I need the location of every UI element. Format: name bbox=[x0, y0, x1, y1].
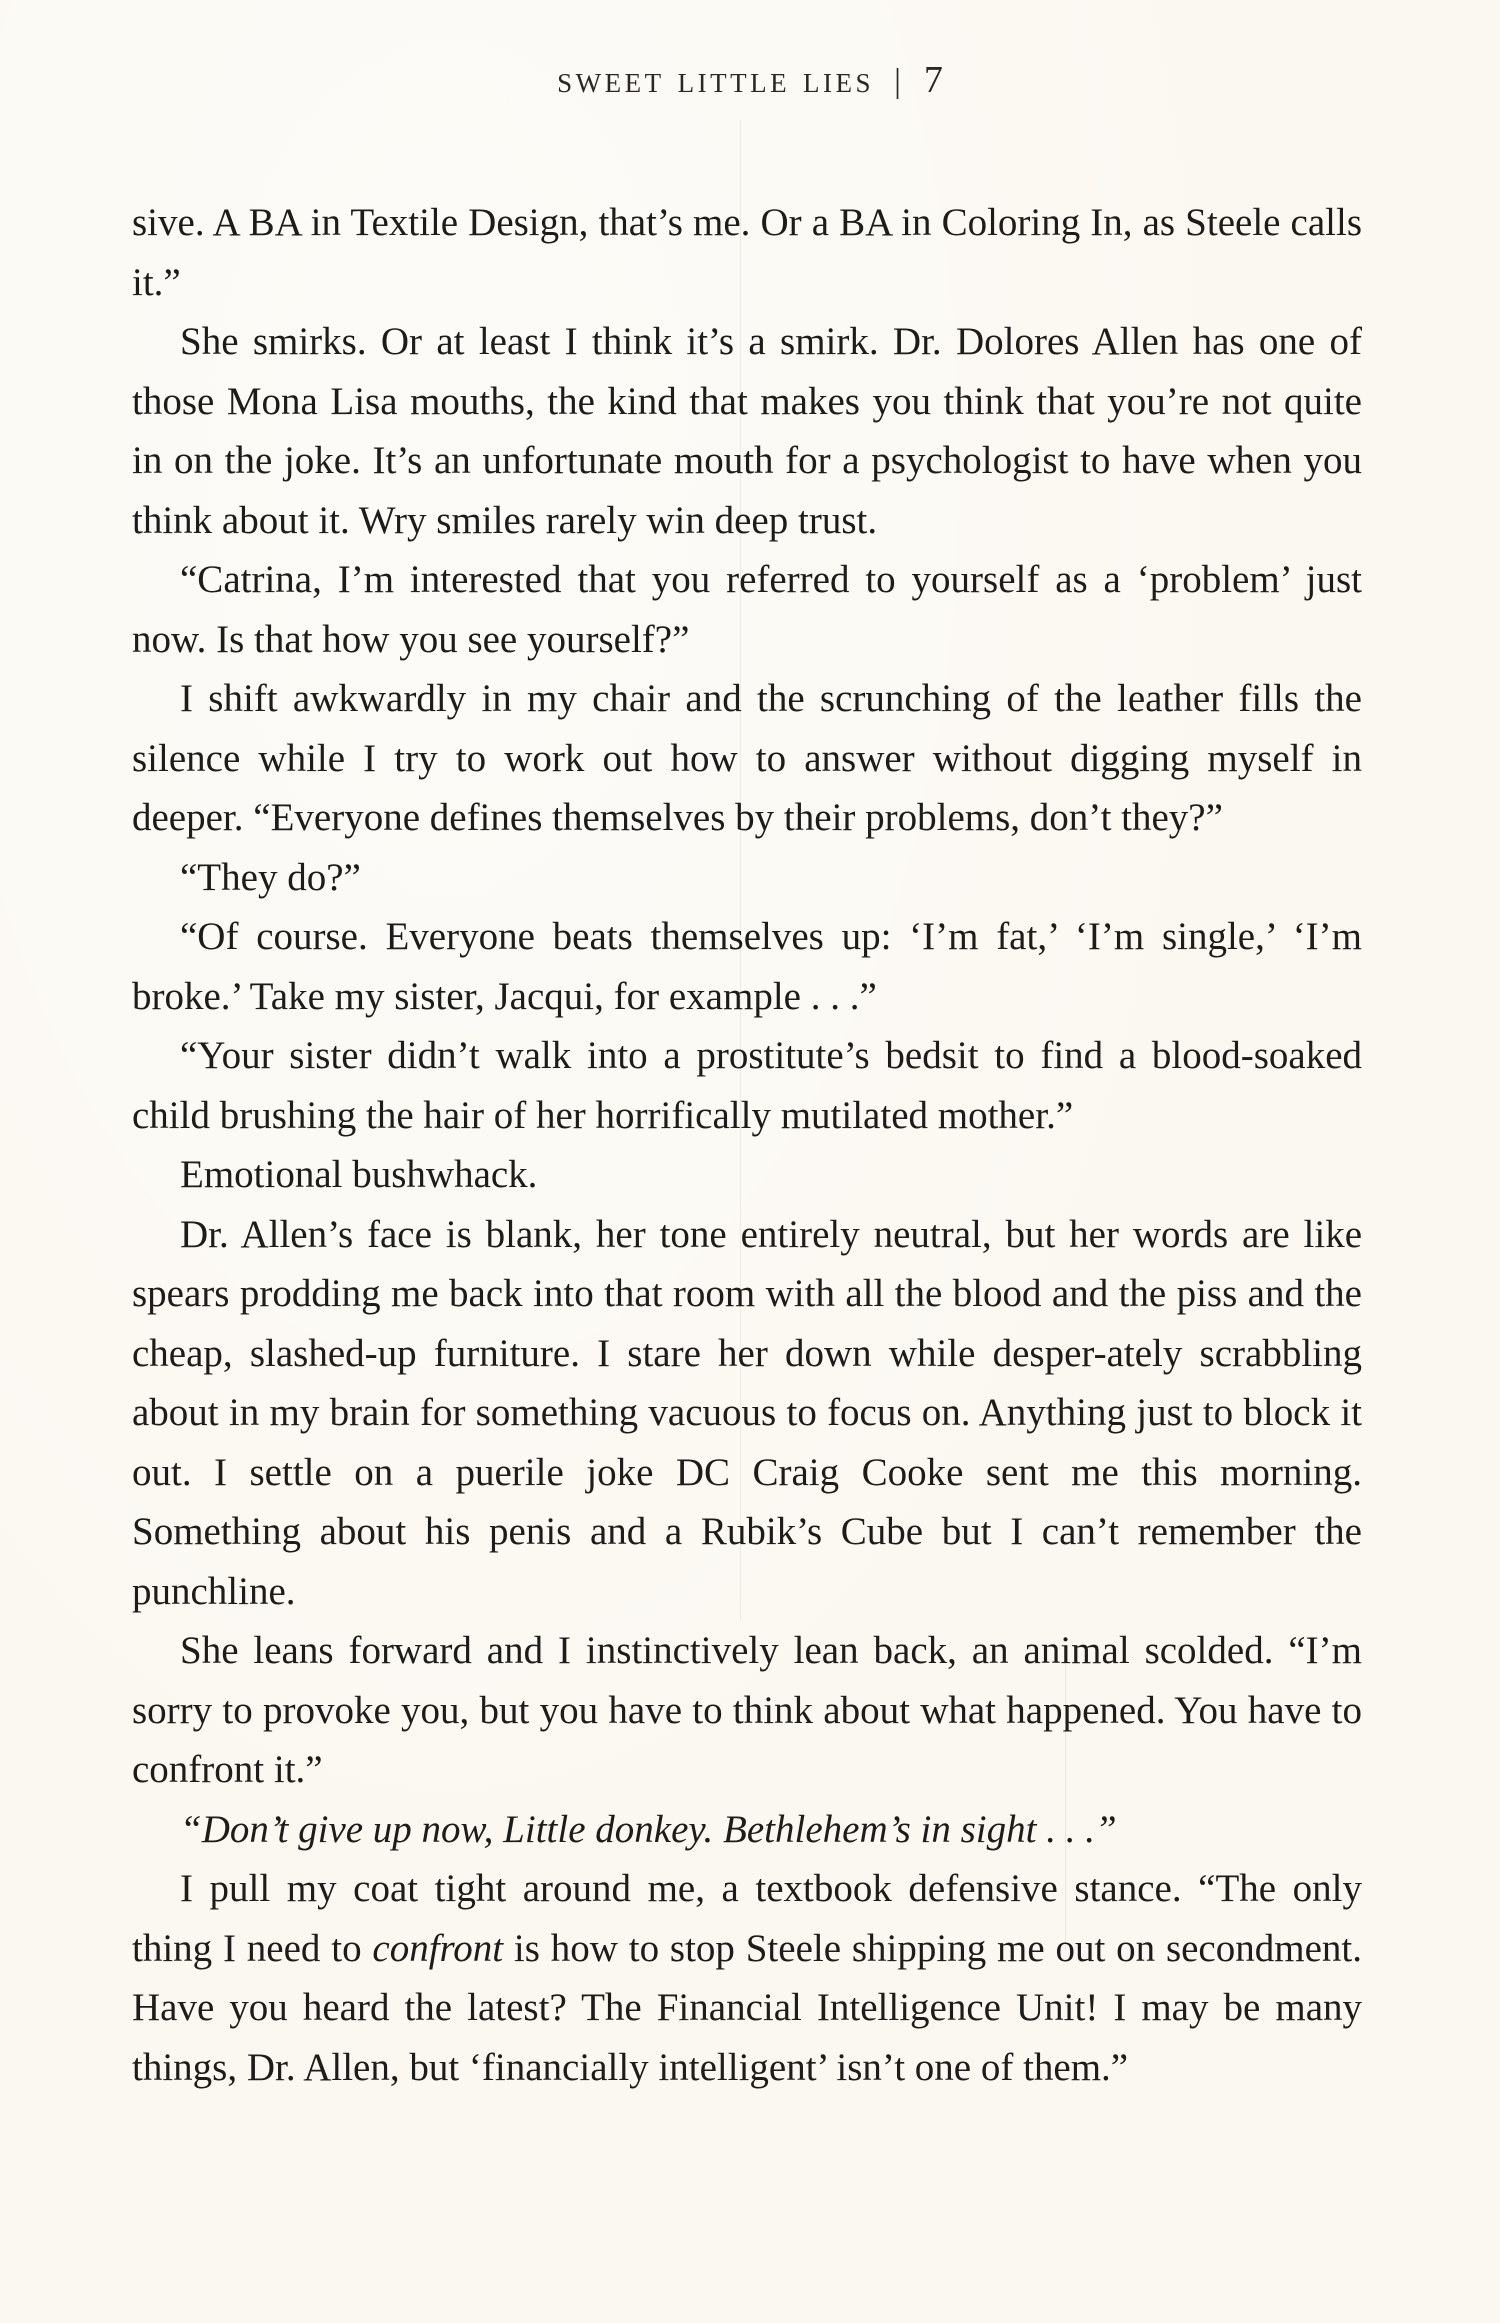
emphasis-word: confront bbox=[372, 1926, 504, 1970]
paragraph-text-before: I pull my coat tight around me, a textbook defensive stance. “The only thing I need to bbox=[132, 1867, 1362, 1970]
paragraph-italic bbox=[132, 1800, 1362, 1860]
paragraph: “Your sister didn’t walk into a prostitute’s bedsit to find a blood-soaked child brushing the hair of her horrifically mutilated mother.” bbox=[132, 1034, 1362, 1137]
paragraph: “Catrina, I’m interested that you referred to yourself as a ‘problem’ just now. Is that how you see yourself?” bbox=[132, 558, 1362, 661]
running-header bbox=[0, 58, 1500, 102]
paragraph bbox=[132, 1859, 1362, 2097]
paragraph: She smirks. Or at least I think it’s a smirk. Dr. Dolores Allen has one of those Mona Lisa mouths, the kind that makes you think that you’re not quite in on the joke. It’s an unfortunate mouth for a psychologist to have when you think about it. Wry smiles rarely win deep trust. bbox=[132, 320, 1362, 542]
paragraph: “Of course. Everyone beats themselves up: ‘I’m fat,’ ‘I’m single,’ ‘I’m broke.’ Take my sister, Jacqui, for example . . .” bbox=[132, 915, 1362, 1018]
paragraph: Emotional bushwhack. bbox=[180, 1153, 538, 1196]
paragraph: Dr. Allen’s face is blank, her tone entirely neutral, but her words are like spears prodding me back into that room with all the blood and the piss and the cheap, slashed-up furniture. I stare her down while desper-ately scrabbling about in my brain for something vacuous to focus on. Anything just to block it out. I settle on a puerile joke DC Craig Cooke sent me this morning. Something about his penis and a Rubik’s Cube but I can’t remember the punchline. bbox=[132, 1212, 1362, 1613]
paragraph: She leans forward and I instinctively lean back, an animal scolded. “I’m sorry to provoke you, but you have to think about what happened. You have to confront it.” bbox=[132, 1629, 1362, 1791]
header-separator: | bbox=[894, 63, 904, 100]
paragraph-text-after: is how to stop Steele shipping me out on secondment. Have you heard the latest? The Financial Intelligence Unit! I may be many things, Dr. Allen, but ‘financially intelligent’ isn’t one of them.” bbox=[132, 1926, 1362, 2089]
paragraph: “They do?” bbox=[180, 855, 361, 899]
italic-quote: “Don’t give up now, Little donkey. Bethlehem’s in sight . . .” bbox=[180, 1807, 1117, 1851]
paragraph: I shift awkwardly in my chair and the scrunching of the leather fills the silence while I try to work out how to answer without digging myself in deeper. “Everyone defines themselves by their problems, don’t they?” bbox=[132, 677, 1362, 839]
page-number: 7 bbox=[923, 59, 943, 101]
running-title: sweet little lies bbox=[557, 59, 875, 101]
body-text bbox=[132, 193, 1362, 2097]
paragraph: sive. A BA in Textile Design, that’s me. Or a BA in Coloring In, as Steele calls it.” bbox=[132, 201, 1362, 304]
